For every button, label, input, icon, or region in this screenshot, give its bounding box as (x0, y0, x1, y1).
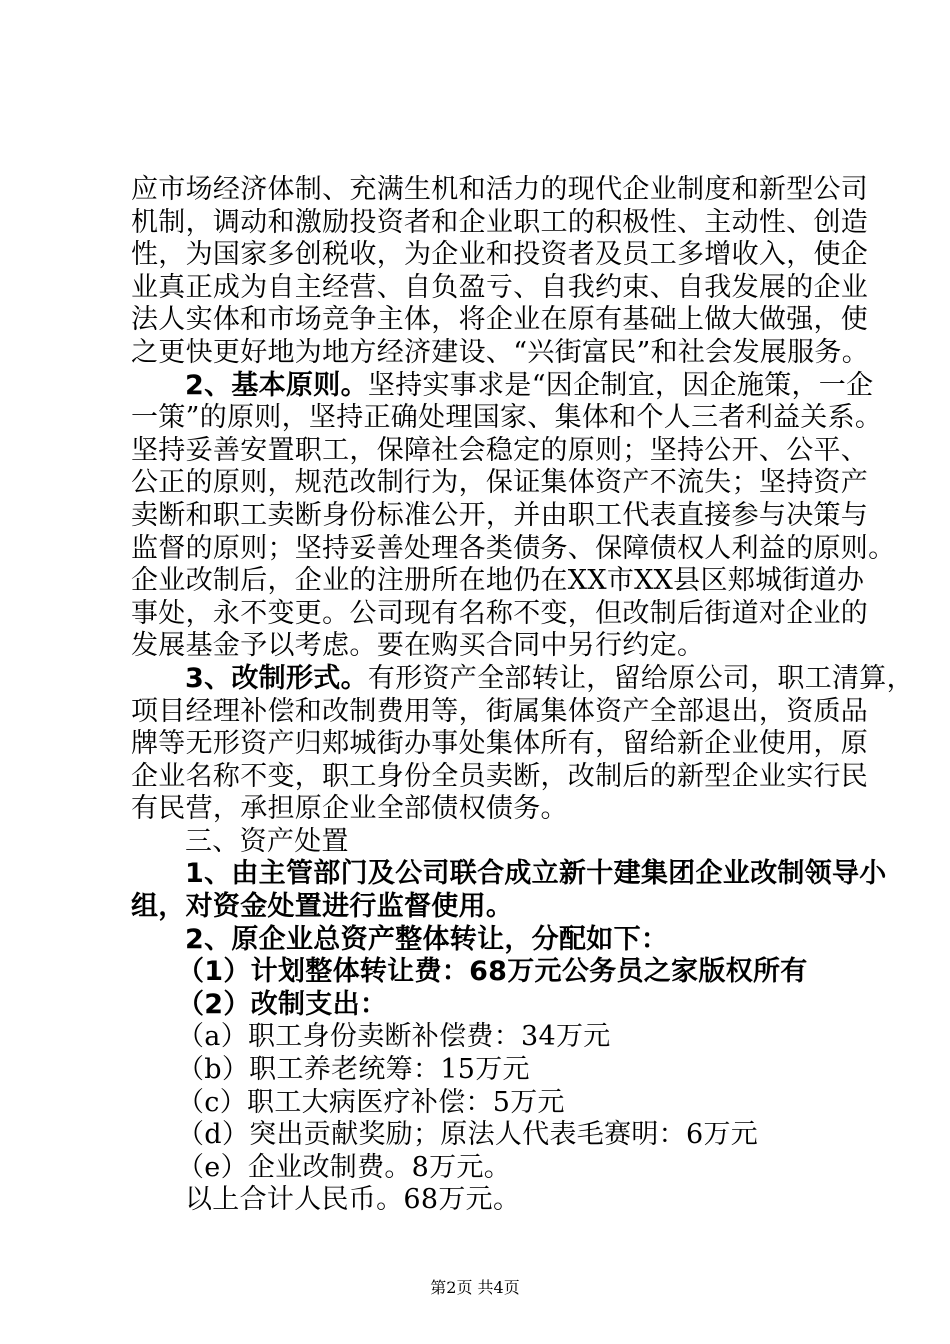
line-text: （a）职工身份卖断补偿费：34万元 (177, 1021, 611, 1053)
text-line (131, 1054, 831, 1087)
line-text: 法人实体和市场竞争主体，将企业在原有基础上做大做强，使 (131, 304, 869, 336)
text-line (131, 858, 887, 891)
line-text: 性，为国家多创税收，为企业和投资者及员工多增收入，使企 (131, 239, 869, 271)
line-text: 发展基金予以考虑。要在购买合同中另行约定。 (131, 630, 705, 662)
line-text: 牌等无形资产归郏城街办事处集体所有，留给新企业使用，原 (131, 728, 869, 760)
line-text: 企业名称不变，职工身份全员卖断，改制后的新型企业实行民 (131, 760, 869, 792)
text-line (131, 793, 831, 826)
text-line (131, 369, 874, 403)
text-line (131, 402, 883, 435)
line-text: 有形资产全部转让，留给原公司，职工清算， (367, 662, 914, 694)
line-text: 组，对资金处置进行监督使用。 (131, 891, 514, 923)
text-line (131, 1021, 831, 1054)
text-line (131, 597, 869, 631)
text-line (131, 174, 869, 207)
text-line (131, 1119, 831, 1152)
line-text: 监督的原则；坚持妥善处理各类债务、保障债权人利益的原则。 (131, 532, 896, 564)
line-text: （c）职工大病医疗补偿：5万元 (177, 1086, 565, 1118)
line-text: 机制，调动和激励投资者和企业职工的积极性、主动性、创造 (131, 206, 869, 238)
text-line (131, 336, 870, 370)
page-footer: 第2页 共4页 (430, 1278, 520, 1297)
line-text: 1、由主管部门及公司联合成立新十建集团企业改制领导小 (185, 858, 887, 890)
line-text: 卖断和职工卖断身份标准公开，并由职工代表直接参与决策与 (131, 499, 869, 531)
line-text: 坚持妥善安置职工，保障社会稳定的原则；坚持公开、公平、 (131, 434, 869, 466)
document-body (131, 174, 914, 1217)
text-line (131, 662, 914, 696)
text-line (131, 924, 831, 957)
text-line (131, 695, 869, 729)
text-line (131, 304, 869, 337)
text-line (131, 467, 869, 500)
text-line (131, 956, 831, 989)
text-line (131, 1087, 831, 1120)
text-line (131, 760, 869, 794)
line-text: 企业改制后，企业的注册所在地仍在XX市XX县区郏城街道办 (131, 565, 865, 597)
line-text: 2、原企业总资产整体转让，分配如下： (185, 923, 669, 955)
line-text: （2）改制支出： (177, 988, 388, 1020)
text-line (131, 1152, 831, 1185)
text-line (131, 630, 831, 663)
text-line (131, 891, 831, 924)
line-text: （b）职工养老统筹：15万元 (177, 1054, 530, 1086)
line-text: 之更快更好地为地方经济建设、“兴街富民”和社会发展服务。 (131, 336, 870, 368)
line-text: 事处，永不变更。公司现有名称不变，但改制后街道对企业的 (131, 597, 869, 629)
line-text: 项目经理补偿和改制费用等，街属集体资产全部退出，资质品 (131, 695, 869, 727)
line-text: 一策”的原则，坚持正确处理国家、集体和个人三者利益关系。 (131, 402, 883, 434)
line-text: 有民营，承担原企业全部债权债务。 (131, 793, 568, 825)
line-text: 三、资产处置 (185, 825, 349, 857)
line-text: （d）突出贡献奖励；原法人代表毛赛明：6万元 (177, 1119, 759, 1151)
text-line (131, 206, 869, 240)
text-line (131, 239, 869, 272)
line-text: 公正的原则，规范改制行为，保证集体资产不流失；坚持资产 (131, 467, 869, 499)
text-line (131, 728, 869, 761)
line-text: 应市场经济体制、充满生机和活力的现代企业制度和新型公司 (131, 174, 869, 205)
line-text: 业真正成为自主经营、自负盈亏、自我约束、自我发展的企业 (131, 271, 869, 303)
line-text: 坚持实事求是“因企制宜，因企施策，一企 (367, 369, 874, 401)
line-text: （e）企业改制费。8万元。 (177, 1151, 512, 1183)
line-text: 以上合计人民币。68万元。 (185, 1184, 521, 1216)
section-heading: 3、改制形式。 (185, 662, 368, 694)
text-line (131, 532, 896, 566)
text-line (131, 826, 831, 859)
text-line (131, 434, 869, 468)
section-heading: 2、基本原则。 (185, 369, 368, 401)
text-line (131, 271, 869, 305)
text-line (131, 989, 831, 1022)
text-line (131, 1184, 831, 1217)
line-text: （1）计划整体转让费：68万元公务员之家版权所有 (177, 956, 808, 988)
text-line (131, 499, 869, 533)
text-line (131, 565, 865, 598)
